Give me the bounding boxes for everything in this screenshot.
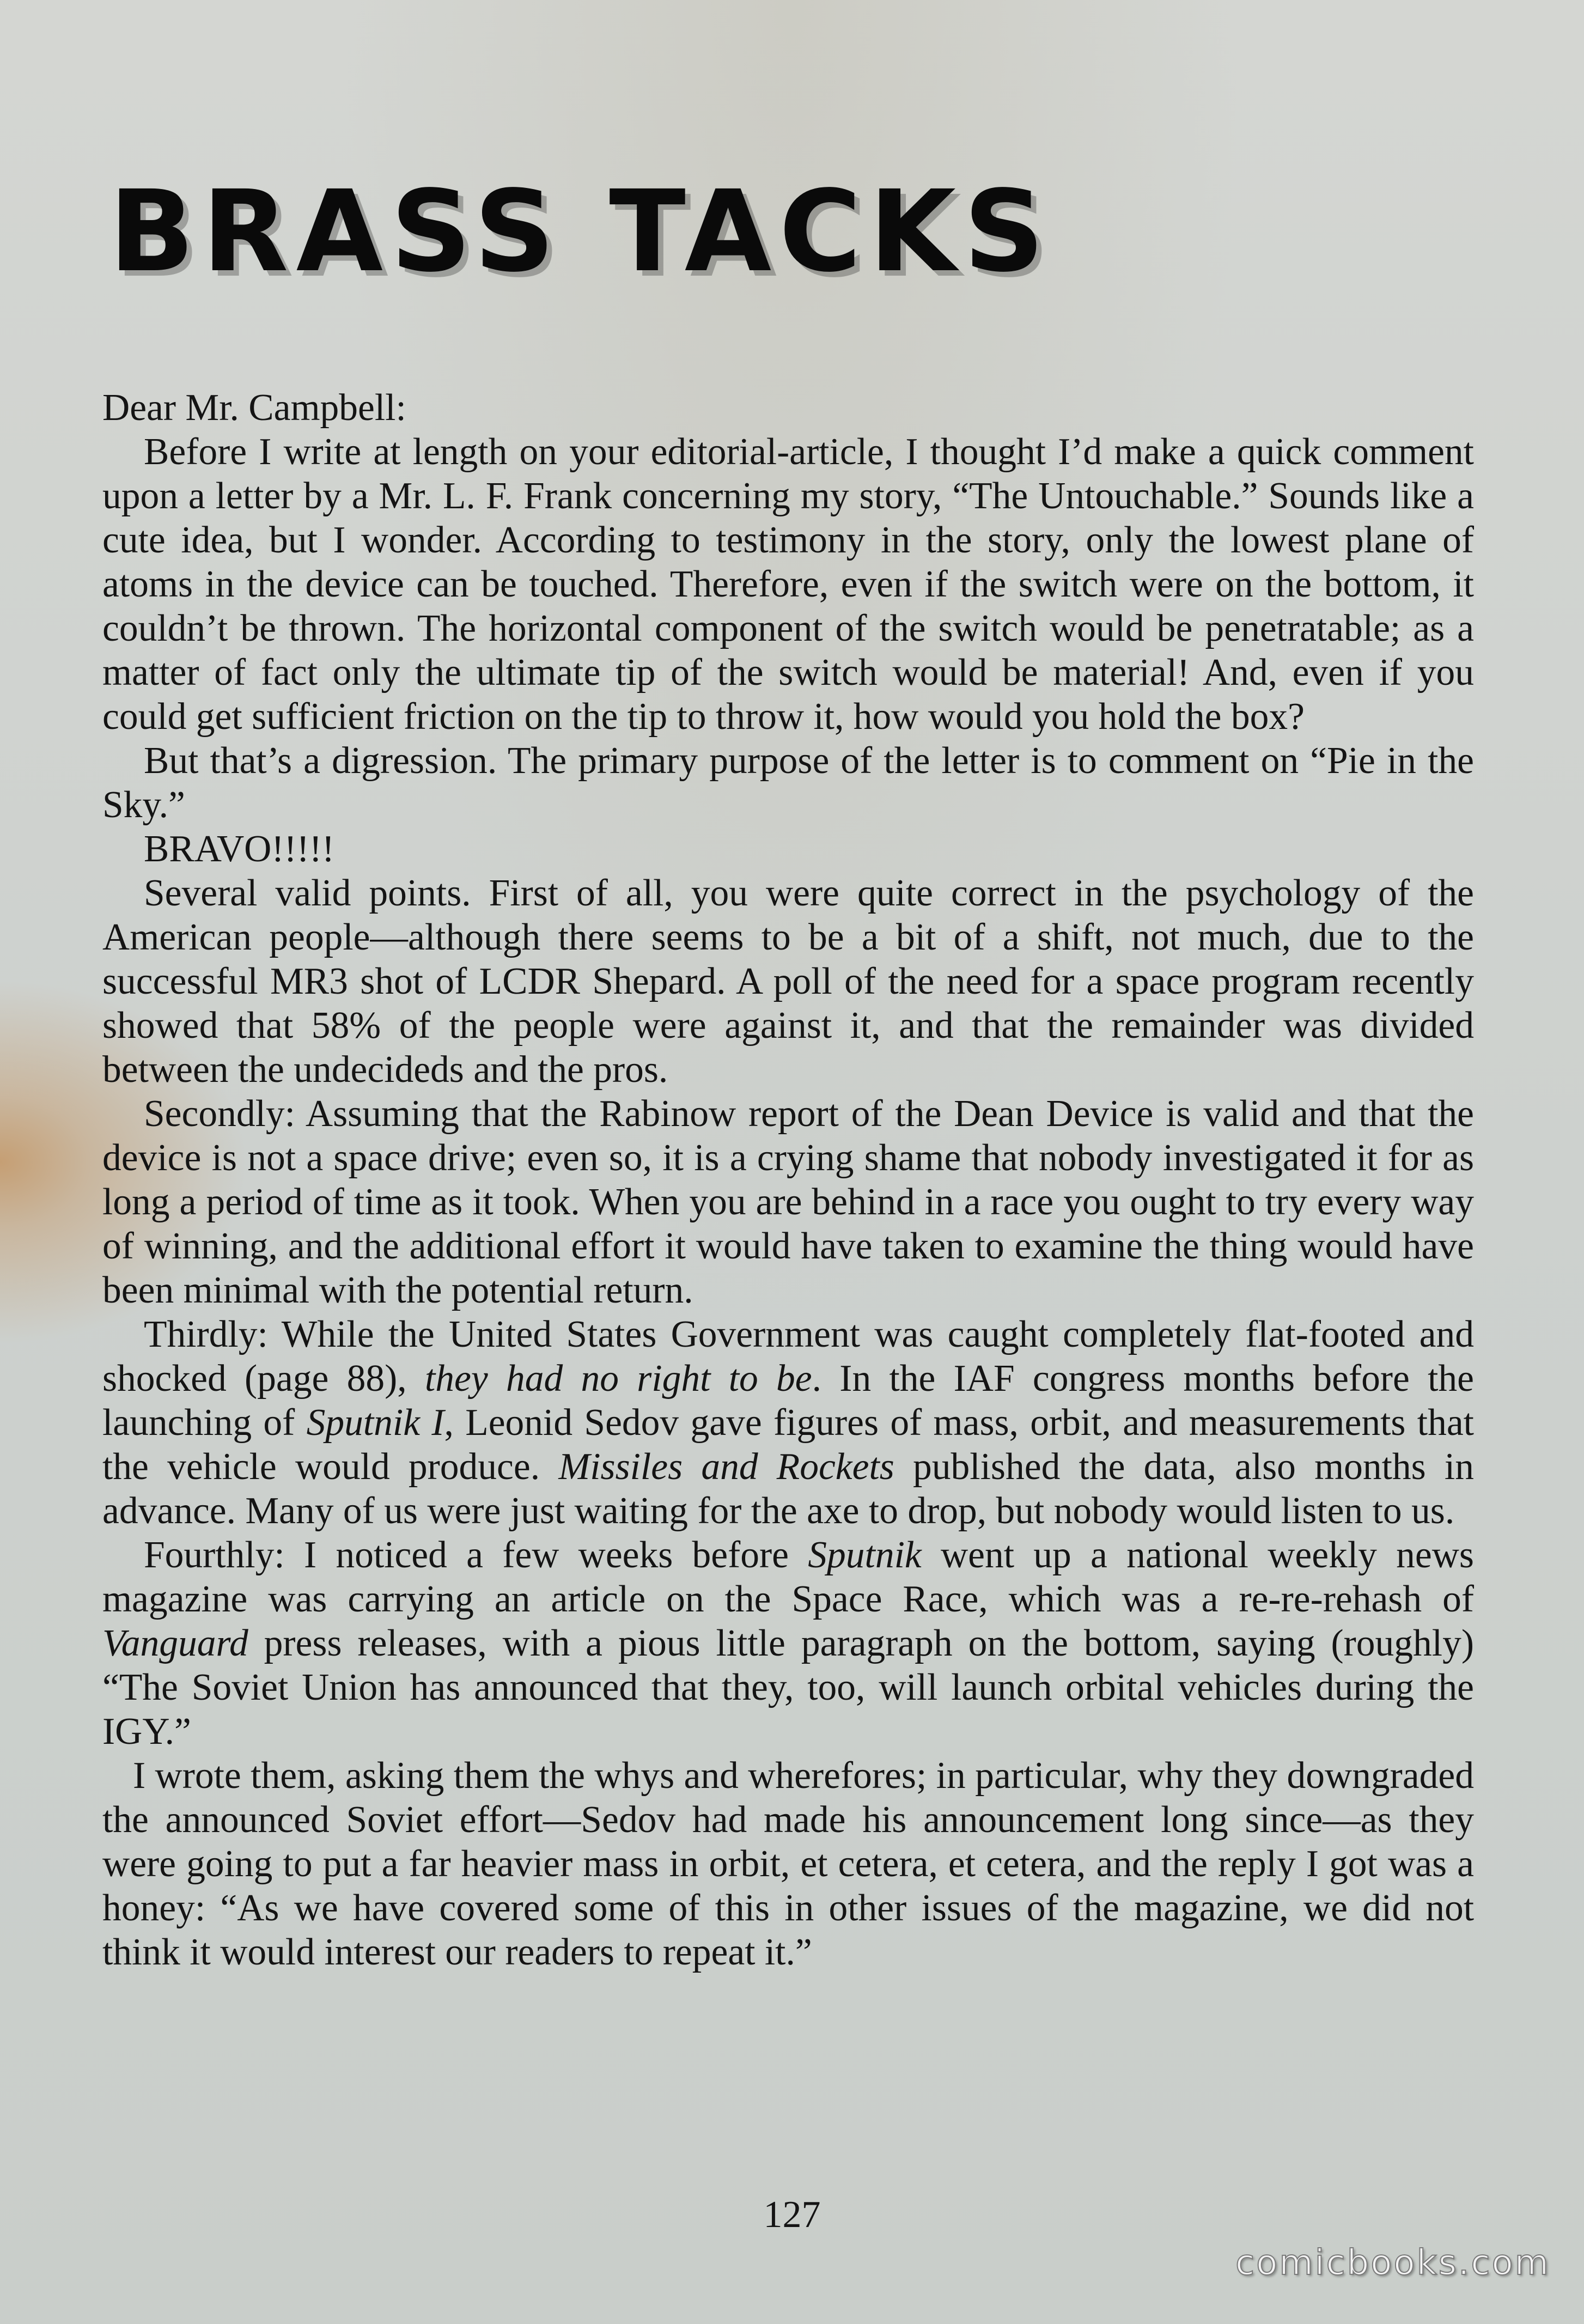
italic-text-run: Sputnik bbox=[808, 1534, 922, 1576]
letter-paragraph bbox=[102, 1533, 1474, 1754]
italic-text-run: they had no right to be bbox=[424, 1358, 812, 1400]
italic-text-run: Missiles and Rockets bbox=[558, 1446, 894, 1488]
italic-text-run: Sputnik I bbox=[306, 1402, 444, 1444]
column-heading-text: BRASS TACKS bbox=[109, 166, 1052, 297]
text-run: . In the IAF congress months before the launching of bbox=[102, 1358, 1474, 1444]
letter-paragraph bbox=[102, 827, 1474, 871]
watermark-logo: comicbooks.com bbox=[1235, 2243, 1550, 2283]
text-run: I wrote them, asking them the whys and wherefores; in particular, why they downgraded the announced Soviet effort—Sedov had made his announcement long since—as they were going to put a far heavier mass in orbit, et cetera, et cetera, and the reply I got was a honey: “As we have covered some of this in other issues of the magazine, we did not think it would interest our readers to repeat it.” bbox=[102, 1755, 1474, 1973]
text-run: Thirdly: While the United States Government was caught completely flat-footed and shocked (page 88), bbox=[102, 1313, 1474, 1400]
letter-paragraph bbox=[102, 739, 1474, 827]
text-run: But that’s a digression. The primary purpose of the letter is to comment on “Pie in the Sky.” bbox=[102, 740, 1474, 826]
text-run: press releases, with a pious little paragraph on the bottom, saying (roughly) “The Soviet Union has announced that they, too, will launch orbital vehicles during the IGY.” bbox=[102, 1622, 1474, 1753]
letter-paragraph bbox=[102, 430, 1474, 739]
text-run: , Leonid Sedov gave figures of mass, orbit, and measurements that the vehicle would produce. bbox=[102, 1402, 1474, 1488]
text-run: Fourthly: I noticed a few weeks before bbox=[144, 1534, 808, 1576]
letter-paragraph bbox=[102, 1754, 1474, 1974]
column-heading bbox=[109, 163, 1052, 300]
text-run: BRAVO!!!!! bbox=[144, 828, 335, 870]
letter-paragraph bbox=[102, 871, 1474, 1092]
text-run: went up a national weekly news magazine was carrying an article on the Space Race, which was a re-re-rehash of bbox=[102, 1534, 1474, 1620]
text-run: Secondly: Assuming that the Rabinow report of the Dean Device is valid and that the device is not a space drive; even so, it is a crying shame that nobody investigated it for as long a period of time as it took. When you are behind in a race you ought to try every way of winning, and the additional effort it would have taken to examine the thing would have been minimal with the potential return. bbox=[102, 1093, 1474, 1311]
letter-paragraph bbox=[102, 1312, 1474, 1533]
letter-paragraph bbox=[102, 1092, 1474, 1312]
text-run: published the data, also months in advance. Many of us were just waiting for the axe to drop, but nobody would listen to us. bbox=[102, 1446, 1474, 1532]
letter-body bbox=[102, 386, 1474, 1974]
text-run: Several valid points. First of all, you were quite correct in the psychology of the American people—although there seems to be a bit of a shift, not much, due to the successful MR3 shot of LCDR Shepard. A poll of the need for a space program recently showed that 58% of the people were against it, and that the remainder was divided between the undecideds and the pros. bbox=[102, 872, 1474, 1091]
text-run: Before I write at length on your editorial-article, I thought I’d make a quick comment upon a letter by a Mr. L. F. Frank concerning my story, “The Untouchable.” Sounds like a cute idea, but I wonder. According to testimony in the story, only the lowest plane of atoms in the device can be touched. Therefore, even if the switch were on the bottom, it couldn’t be thrown. The horizontal component of the switch would be penetratable; as a matter of fact only the ultimate tip of the switch would be material! And, even if you could get sufficient friction on the tip to throw it, how would you hold the box? bbox=[102, 431, 1474, 738]
letter-salutation: Dear Mr. Campbell: bbox=[102, 387, 406, 429]
page-number: 127 bbox=[763, 2194, 821, 2236]
italic-text-run: Vanguard bbox=[102, 1622, 248, 1664]
